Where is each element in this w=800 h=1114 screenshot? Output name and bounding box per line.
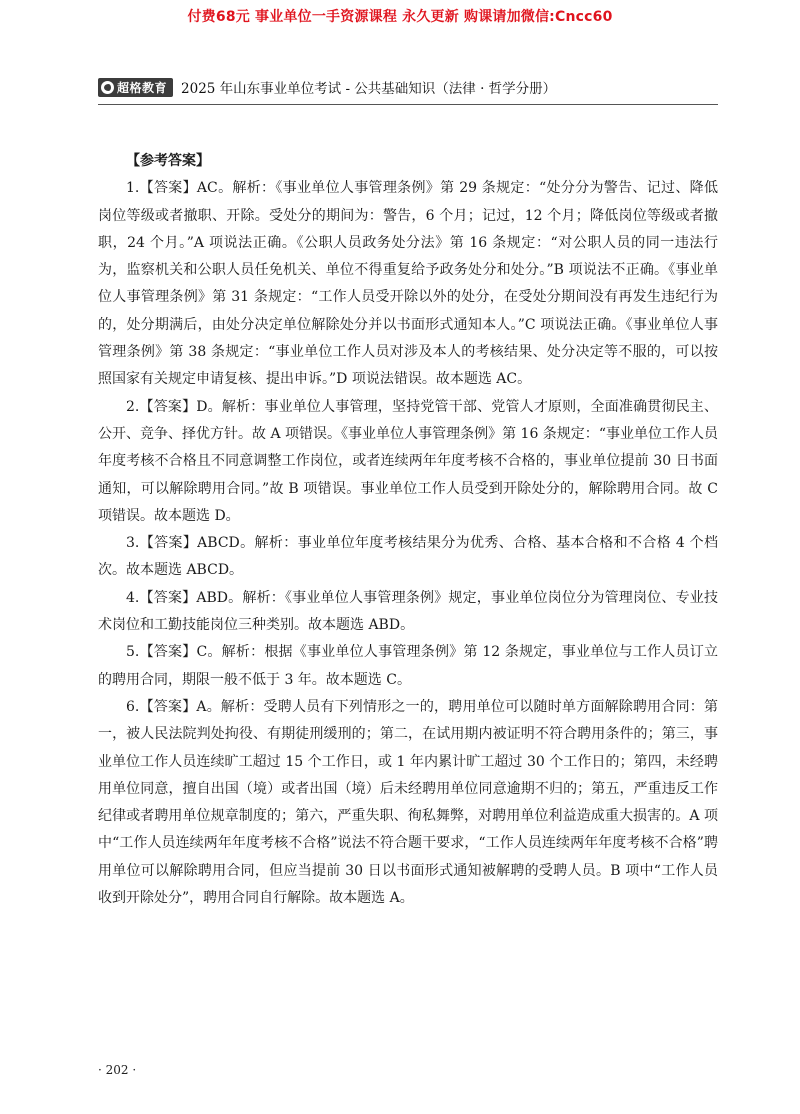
brand-logo — [98, 78, 173, 97]
answer-section — [98, 148, 718, 912]
answer-1: 1.【答案】AC。解析：《事业单位人事管理条例》第 29 条规定：“处分分为警告、记过、降低岗位等级或者撤职、开除。受处分的期间为：警告，6 个月；记过，12 个月；降低岗位等级或者撤职，24 个月。”A 项说法正确。《公职人员政务处分法》第 16 条规定：“对公职人员的同一违法行为，监察机关和公职人员任免机关、单位不得重复给予政务处分和处分。”B 项说法不正确。《事业单位人事管理条例》第 31 条规定：“工作人员受开除以外的处分，在受处分期间没有再发生违纪行为的，处分期满后，由处分决定单位解除处分并以书面形式通知本人。”C 项说法正确。《事业单位人事管理条例》第 38 条规定：“事业单位工作人员对涉及本人的考核结果、处分决定等不服的，可以按照国家有关规定申请复核、提出申诉。”D 项说法错误。故本题选 AC。 — [98, 180, 718, 388]
answer-3: 3.【答案】ABCD。解析：事业单位年度考核结果分为优秀、合格、基本合格和不合格 4 个档次。故本题选 ABCD。 — [98, 535, 718, 579]
answer-2: 2.【答案】D。解析：事业单位人事管理，坚持党管干部、党管人才原则，全面准确贯彻民主、公开、竞争、择优方针。故 A 项错误。《事业单位人事管理条例》第 16 条规定：“事业单位工作人员年度考核不合格且不同意调整工作岗位，或者连续两年年度考核不合格的，事业单位提前 30 日书面通知，可以解除聘用合同。”故 B 项错误。事业单位工作人员受到开除处分的，解除聘用合同。故 C 项错误。故本题选 D。 — [98, 398, 718, 524]
page-number: · 202 · — [98, 1063, 137, 1077]
logo-icon — [101, 81, 114, 94]
header-divider — [98, 104, 718, 105]
answer-5: 5.【答案】C。解析：根据《事业单位人事管理条例》第 12 条规定，事业单位与工作人员订立的聘用合同，期限一般不低于 3 年。故本题选 C。 — [98, 644, 718, 688]
document-title: 2025 年山东事业单位考试 - 公共基础知识（法律 · 哲学分册） — [181, 81, 557, 97]
logo-text: 超格教育 — [117, 80, 168, 95]
answer-4: 4.【答案】ABD。解析：《事业单位人事管理条例》规定，事业单位岗位分为管理岗位、专业技术岗位和工勤技能岗位三种类别。故本题选 ABD。 — [98, 589, 718, 634]
page-header — [98, 76, 718, 98]
promo-banner: 付费68元 事业单位一手资源课程 永久更新 购课请加微信:Cncc60 — [187, 9, 613, 25]
answer-6: 6.【答案】A。解析：受聘人员有下列情形之一的，聘用单位可以随时单方面解除聘用合同：第一，被人民法院判处拘役、有期徒刑缓刑的；第二，在试用期内被证明不符合聘用条件的；第三，事业单位工作人员连续旷工超过 15 个工作日，或 1 年内累计旷工超过 30 个工作日的；第四，未经聘用单位同意，擅自出国（境）或者出国（境）后未经聘用单位同意逾期不归的；第五，严重违反工作纪律或者聘用单位规章制度的；第六，严重失职、徇私舞弊，对聘用单位利益造成重大损害的。A 项中“工作人员连续两年年度考核不合格”说法不符合题干要求，“工作人员连续两年年度考核不合格”聘用单位可以解除聘用合同，但应当提前 30 日以书面形式通知被解聘的受聘人员。B 项中“工作人员收到开除处分”，聘用合同自行解除。故本题选 A。 — [98, 698, 718, 907]
section-title: 【参考答案】 — [126, 153, 210, 169]
